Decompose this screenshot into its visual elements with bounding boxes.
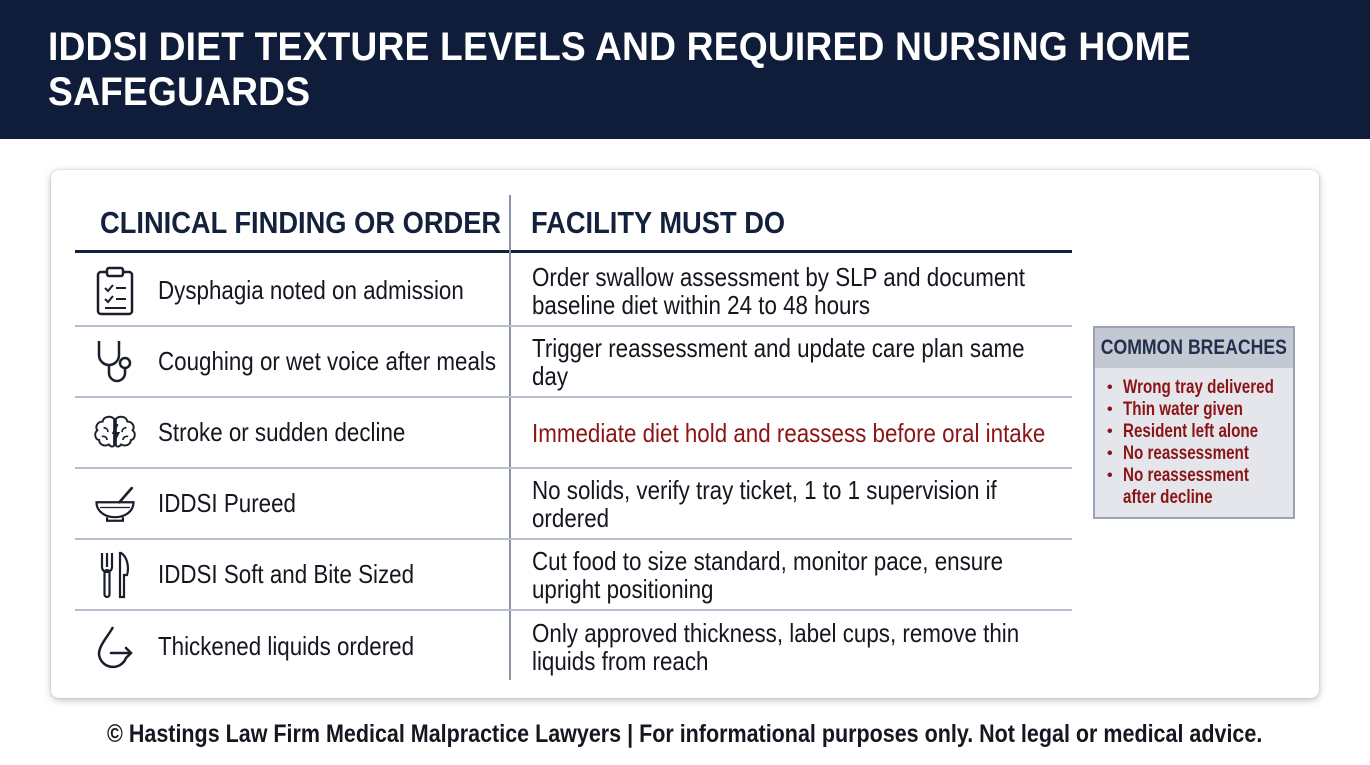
finding-text: Stroke or sudden decline: [158, 417, 406, 447]
finding-text: IDDSI Soft and Bite Sized: [158, 559, 415, 589]
finding-text: Dysphagia noted on admission: [158, 275, 464, 305]
stethoscope-icon: [93, 337, 137, 387]
bowl-icon: [93, 479, 137, 529]
page-header: [0, 0, 1370, 139]
action-text: No solids, verify tray ticket, 1 to 1 supervision if ordered: [532, 474, 997, 533]
footer-disclaimer: © Hastings Law Firm Medical Malpractice Lawyers | For informational purposes only. Not legal or medical advice.: [107, 719, 1263, 748]
common-breaches-panel: [1093, 326, 1295, 519]
action-text: Only approved thickness, label cups, remove thin liquids from reach: [532, 617, 1020, 676]
table-row: [75, 327, 1072, 398]
column-header-action: FACILITY MUST DO: [531, 205, 786, 240]
fork-knife-icon: [93, 550, 137, 600]
clipboard-icon: [93, 266, 137, 316]
brain-icon: [93, 408, 137, 458]
finding-text: Thickened liquids ordered: [158, 631, 415, 661]
action-text-alert: Immediate diet hold and reassess before oral intake: [532, 417, 1046, 448]
finding-text: IDDSI Pureed: [158, 488, 296, 518]
action-text: Order swallow assessment by SLP and document baseline diet within 24 to 48 hours: [532, 261, 1025, 320]
list-item: • Resident left alone: [1107, 421, 1259, 442]
droplet-icon: [93, 622, 137, 672]
list-item: • Thin water given: [1107, 399, 1243, 420]
action-text: Trigger reassessment and update care plan same day: [532, 332, 1025, 391]
finding-text: Coughing or wet voice after meals: [158, 346, 497, 376]
table-row: [75, 611, 1072, 682]
list-item: • No reassessment after decline: [1107, 465, 1249, 508]
table-row: [75, 469, 1072, 540]
list-item: • No reassessment: [1107, 443, 1249, 464]
column-header-finding: CLINICAL FINDING OR ORDER: [100, 205, 502, 240]
list-item: • Wrong tray delivered: [1107, 377, 1274, 398]
table-row: [75, 540, 1072, 611]
header-rule: [75, 250, 1072, 253]
breach-list: [1095, 368, 1293, 509]
panel-title: COMMON BREACHES: [1095, 328, 1293, 368]
action-text: Cut food to size standard, monitor pace, ensure upright positioning: [532, 545, 1004, 604]
page-title: IDDSI DIET TEXTURE LEVELS AND REQUIRED NURSING HOME SAFEGUARDS: [47, 24, 1191, 114]
table-row: [75, 256, 1072, 327]
table-row: [75, 398, 1072, 469]
